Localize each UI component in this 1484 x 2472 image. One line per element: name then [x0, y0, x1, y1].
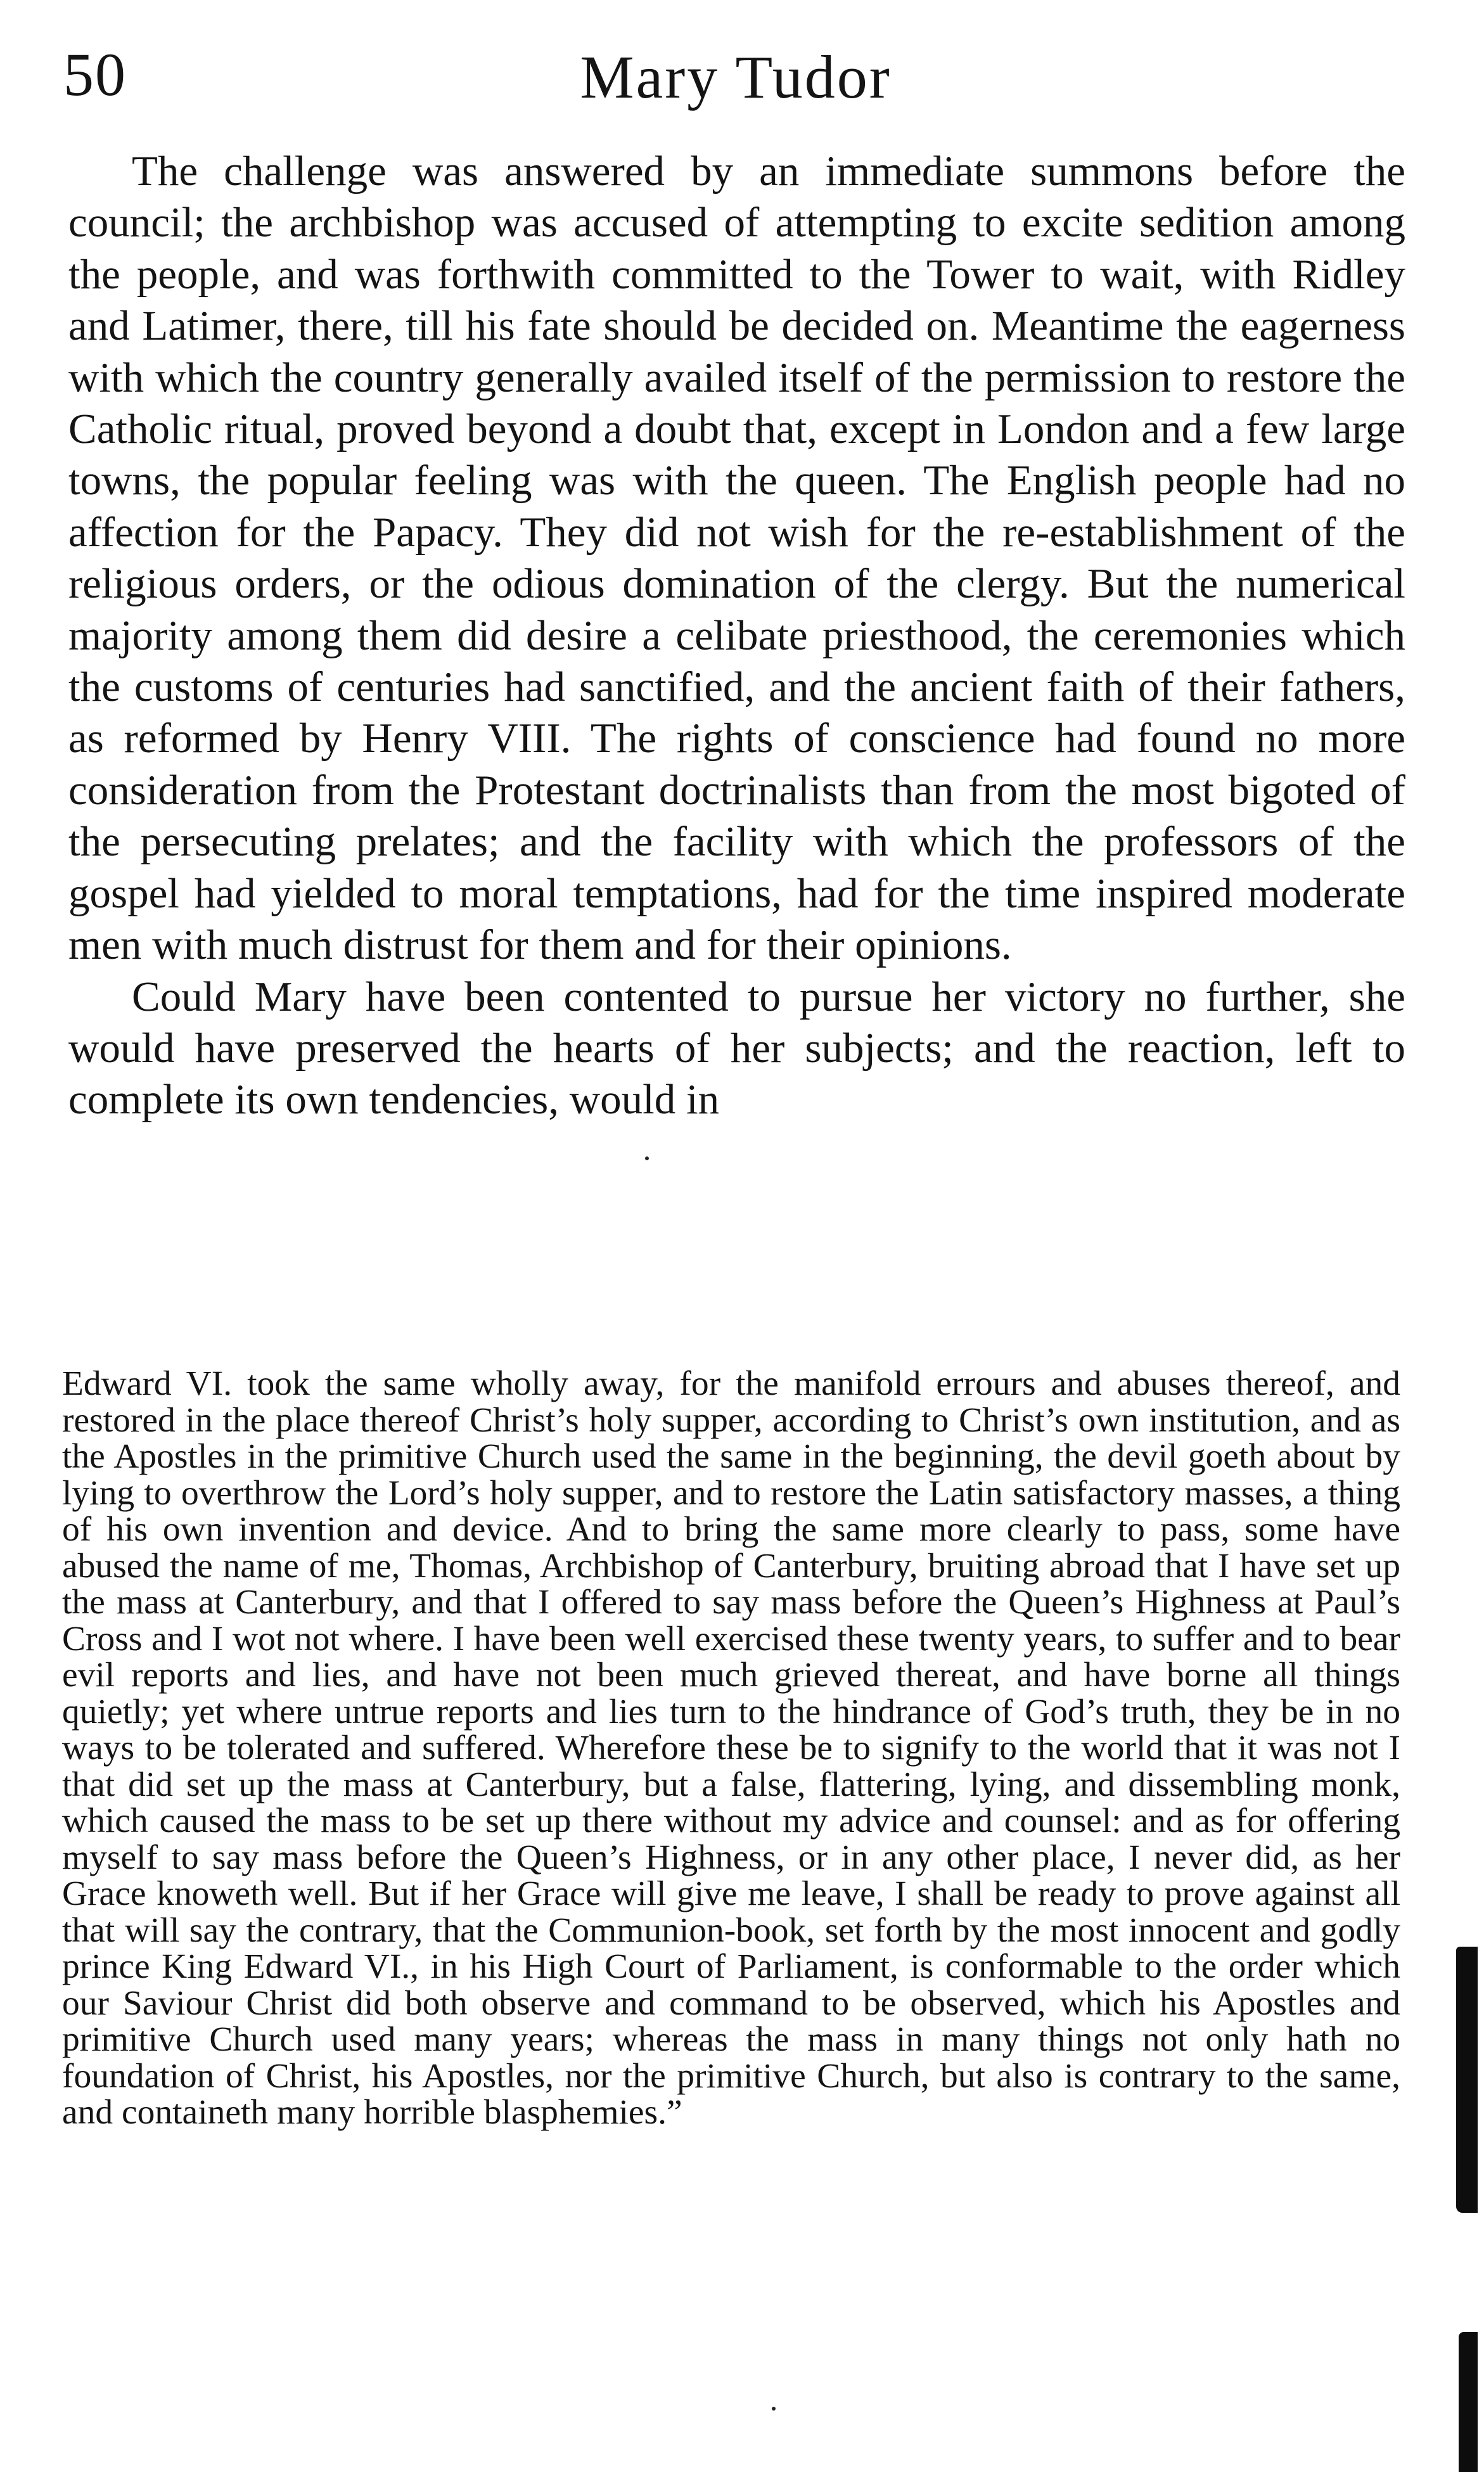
scan-edge-mark	[1456, 1947, 1478, 2213]
footnote-text: Edward VI. took the same wholly away, for the manifold errours and abuses thereof, and restored in the place thereof Christ’s holy supper, according to Christ’s own institution, and as the Apostles in the primitive Church used the same in the beginning, the devil goeth about by lying to overthrow the Lord’s holy supper, and to restore the Latin satisfactory masses, a thing of his own invention and device. And to bring the same more clearly to pass, some have abused the name of me, Thomas, Archbishop of Canterbury, bruiting abroad that I have set up the mass at Canterbury, and that I offered to say mass before the Queen’s Highness at Paul’s Cross and I wot not where. I have been well exercised these twenty years, to suffer and to bear evil reports and lies, and have not been much grieved thereat, and have borne all things quietly; yet where untrue reports and lies turn to the hindrance of God’s truth, they be in no ways to be tolerated and suffered. Wherefore these be to signify to the world that it was not I that did set up the mass at Canterbury, but a false, flattering, lying, and dissembling monk, which caused the mass to be set up there without my advice and counsel: and as for offering myself to say mass before the Queen’s Highness, or in any other place, I never did, as her Grace knoweth well. But if her Grace will give me leave, I shall be ready to prove against all that will say the contrary, that the Communion-book, set forth by the most innocent and godly prince King Edward VI., in his High Court of Parliament, is conformable to the order which our Saviour Christ did both observe and command to be observed, which his Apostles and primitive Church used many years; whereas the mass in many things not only hath no foundation of Christ, his Apostles, nor the primitive Church, but also is contrary to the same, and containeth many horrible blasphemies.”	[62, 1364, 1400, 2132]
footnote	[62, 1366, 1400, 2131]
ink-speck	[772, 2407, 776, 2411]
ink-speck	[645, 1156, 649, 1160]
page-header	[63, 38, 1408, 120]
body-paragraph: The challenge was answered by an immediate summons before the council; the archbishop was accused of attempting to excite sedition among the people, and was forthwith committed to the Tower to wait, with Ridley and Latimer, there, till his fate should be decided on. Meantime the eagerness with which the country generally availed itself of the permission to restore the Catholic ritual, proved beyond a doubt that, except in London and a few large towns, the popular feeling was with the queen. The English people had no affection for the Papacy. They did not wish for the re-establishment of the religious orders, or the odious domination of the clergy. But the numerical majority among them did desire a celibate priesthood, the ceremonies which the customs of centuries had sanctified, and the ancient faith of their fathers, as reformed by Henry VIII. The rights of conscience had found no more consideration from the Protestant doctrinalists than from the most bigoted of the persecuting prelates; and the facility with which the professors of the gospel had yielded to moral temptations, had for the time inspired moderate men with much distrust for them and for their opinions.	[68, 148, 1405, 969]
body-text	[68, 146, 1405, 1126]
page-number: 50	[63, 41, 127, 108]
scan-edge-mark	[1459, 2332, 1478, 2472]
running-title: Mary Tudor	[580, 43, 892, 111]
body-paragraph: Could Mary have been contented to pursue her victory no further, she would have preserved the hearts of her subjects; and the reaction, left to complete its own tendencies, would in	[68, 973, 1405, 1124]
